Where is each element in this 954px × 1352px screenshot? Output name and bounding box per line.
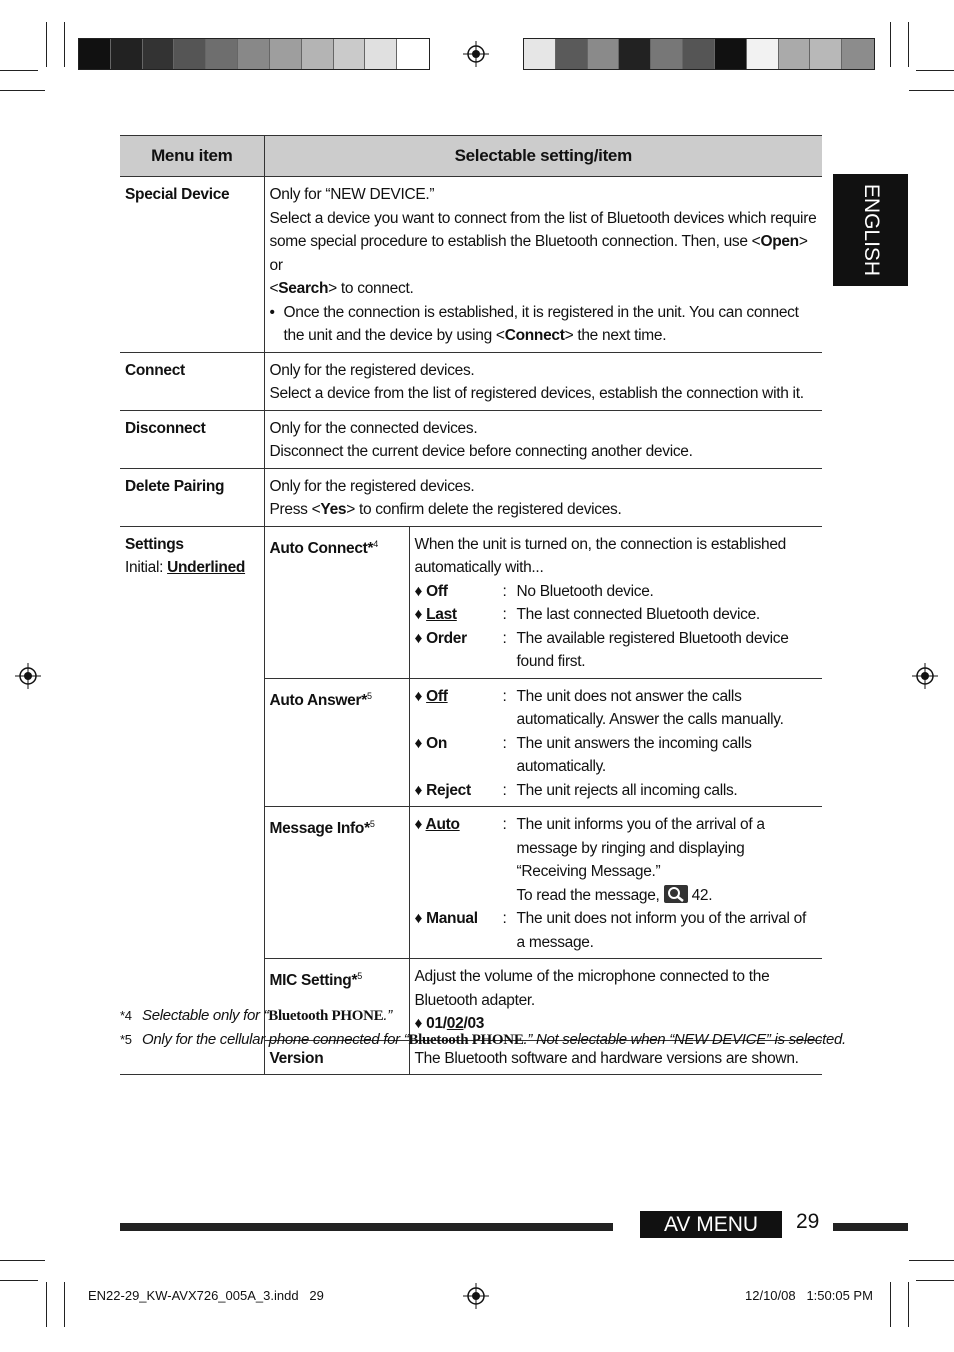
bullet-icon: • xyxy=(269,303,275,321)
table-row xyxy=(120,177,822,353)
footnote-5 xyxy=(120,1031,846,1049)
color-swatch xyxy=(715,39,747,69)
option-desc: The available registered Bluetooth device found first. xyxy=(516,629,789,670)
text: Only for the cellular phone connected for “ xyxy=(142,1031,409,1048)
footnote-mark: *5 xyxy=(120,1032,132,1047)
text-line: Adjust the volume of the microphone connected to the Bluetooth adapter. xyxy=(414,968,770,1009)
text-line: Select a device from the list of registered devices, establish the connection with it. xyxy=(269,385,804,402)
page-number: 29 xyxy=(796,1210,820,1233)
text: some special procedure to establish the Bluetooth connection. Then, use < xyxy=(269,233,761,250)
crop-mark xyxy=(909,90,954,91)
option-desc: The unit answers the incoming calls automatically. xyxy=(516,734,752,775)
table-row xyxy=(120,526,822,678)
text-line: Only for the connected devices. xyxy=(269,419,478,437)
color-swatch xyxy=(270,39,302,69)
text-line: Only for the registered devices. xyxy=(269,361,475,379)
text: Off xyxy=(426,687,448,705)
option-desc: The last connected Bluetooth device. xyxy=(516,606,760,623)
auto-connect-options xyxy=(409,526,822,678)
special-device-description xyxy=(264,177,822,353)
option-off xyxy=(415,685,503,732)
option-desc xyxy=(517,813,818,907)
color-swatch xyxy=(397,39,429,69)
header-selectable-setting: Selectable setting/item xyxy=(264,136,822,177)
crop-mark xyxy=(0,70,38,71)
mic-setting-options xyxy=(409,959,822,1041)
bluetooth-settings-table xyxy=(120,135,822,1075)
setting-auto-connect xyxy=(264,526,409,678)
page-reference: 42. xyxy=(691,886,713,904)
text: Initial: xyxy=(125,559,168,576)
auto-answer-options xyxy=(409,678,822,807)
crop-mark xyxy=(916,1280,954,1281)
menu-item-special-device: Special Device xyxy=(120,177,264,353)
crop-mark xyxy=(908,22,909,67)
color-swatch xyxy=(238,39,270,69)
text-line: Select a device you want to connect from the list of Bluetooth devices which require xyxy=(269,209,817,227)
connect-description xyxy=(264,352,822,410)
language-side-tab xyxy=(833,174,908,286)
crop-mark xyxy=(64,1282,65,1327)
color-swatch xyxy=(842,39,874,69)
crop-mark xyxy=(0,90,45,91)
settings-label: Settings xyxy=(125,535,184,553)
footnote-mark: 5 xyxy=(366,690,372,701)
text: Message Info* xyxy=(269,820,370,838)
magnifier-icon xyxy=(664,885,688,903)
text: To read the message, xyxy=(516,886,660,904)
setting-mic xyxy=(264,959,409,1041)
option-list: ♦ Off : No Bluetooth device. ♦ Last : The last connected Bluetooth device. ♦ Order : The available registered Bluetooth device found first. xyxy=(415,580,818,674)
option-desc: The unit does not answer the calls automatically. Answer the calls manually. xyxy=(516,687,784,728)
text: > the next time. xyxy=(564,327,667,344)
crop-mark xyxy=(908,1282,909,1327)
language-label: ENGLISH xyxy=(859,183,883,277)
registration-mark-icon xyxy=(463,41,489,67)
setting-auto-answer xyxy=(264,678,409,807)
text: > or xyxy=(269,233,808,274)
text-line: Only for “NEW DEVICE.” xyxy=(269,186,435,203)
table-row xyxy=(120,352,822,410)
search-option: Search xyxy=(278,280,329,297)
option-off: ♦ Off xyxy=(415,580,503,604)
registration-mark-icon xyxy=(463,1283,489,1309)
option-on: ♦ On xyxy=(415,732,503,779)
color-swatch xyxy=(810,39,842,69)
option-last xyxy=(415,603,503,627)
crop-mark xyxy=(890,1282,891,1327)
text-line: When the unit is turned on, the connection is established automatically with... xyxy=(414,535,787,576)
crop-mark xyxy=(0,1260,45,1261)
option-list: ♦ Off : The unit does not answer the calls automatically. Answer the calls manually. ♦ On : The unit answers the incoming calls automatically. ♦ Reject : The unit rejects all incoming calls. xyxy=(415,685,818,803)
text-line: Only for the registered devices. xyxy=(269,477,475,495)
crop-mark xyxy=(46,1282,47,1327)
color-swatch xyxy=(588,39,620,69)
footnote-mark: 5 xyxy=(369,819,375,829)
menu-item-settings xyxy=(120,526,264,1075)
text: Last xyxy=(426,606,457,623)
option-desc: No Bluetooth device. xyxy=(516,582,654,600)
text: < xyxy=(269,280,279,297)
color-swatch xyxy=(747,39,779,69)
text: The unit informs you of the arrival of a message by ringing and displaying “Receiving Message.” xyxy=(516,816,765,880)
color-swatch xyxy=(556,39,588,69)
footnote-mark: *4 xyxy=(120,1008,132,1023)
setting-version: Version xyxy=(264,1040,409,1075)
color-swatch xyxy=(651,39,683,69)
mic-level-02: 02 xyxy=(446,1015,464,1032)
registration-mark-icon xyxy=(15,663,41,689)
color-calibration-bar-right xyxy=(523,38,875,70)
text: Bluetooth PHONE xyxy=(408,1032,524,1048)
separator: / xyxy=(463,1015,468,1032)
yes-option: Yes xyxy=(320,501,347,518)
crop-mark xyxy=(890,22,891,67)
menu-item-delete-pairing: Delete Pairing xyxy=(120,468,264,526)
text-line xyxy=(270,498,818,522)
text: MIC Setting* xyxy=(269,972,358,990)
color-swatch xyxy=(619,39,651,69)
table-header xyxy=(120,136,822,177)
option-desc: The unit does not inform you of the arrival of a message. xyxy=(516,910,806,951)
mic-level-03: 03 xyxy=(467,1015,485,1032)
crop-mark xyxy=(909,1260,954,1261)
menu-item-disconnect: Disconnect xyxy=(120,410,264,468)
table-row xyxy=(120,410,822,468)
color-swatch xyxy=(143,39,175,69)
registration-mark-icon xyxy=(912,663,938,689)
footnote-mark: 5 xyxy=(357,971,362,981)
menu-item-connect: Connect xyxy=(120,352,264,410)
option-auto xyxy=(415,813,503,907)
option-list: ♦ Auto : The unit informs you of the arrival of a message by ringing and displaying “Receiving Message.” To read the message, 42. ♦ Manual : The unit does not inform you of the arrival of a message. xyxy=(415,813,818,954)
text: Bluetooth PHONE xyxy=(268,1008,384,1024)
version-description: The Bluetooth software and hardware versions are shown. xyxy=(409,1040,822,1075)
footer-rule-left xyxy=(120,1223,613,1231)
text: Auto xyxy=(425,816,460,833)
section-label-box xyxy=(640,1211,782,1238)
text: Auto Answer* xyxy=(269,691,367,709)
color-swatch xyxy=(365,39,397,69)
text: Once the connection is established, it is registered in the unit. You can connect the unit and the device by using < xyxy=(283,303,799,344)
text: > to confirm delete the registered devices. xyxy=(346,501,622,518)
separator: / xyxy=(442,1015,447,1032)
mic-level-values: ♦ 01/02/03 xyxy=(414,1015,485,1032)
header-menu-item: Menu item xyxy=(120,136,264,177)
table-row xyxy=(120,468,822,526)
color-swatch xyxy=(779,39,811,69)
message-info-options xyxy=(409,807,822,959)
connect-option: Connect xyxy=(504,327,565,344)
text-line xyxy=(270,277,818,301)
color-swatch xyxy=(302,39,334,69)
text-line: Disconnect the current device before connecting another device. xyxy=(269,443,693,460)
print-slug-date: 12/10/08 1:50:05 PM xyxy=(745,1288,873,1303)
option-order: ♦ Order xyxy=(415,627,503,674)
bullet-note xyxy=(270,301,818,348)
crop-mark xyxy=(916,70,954,71)
color-calibration-bar-left xyxy=(78,38,430,70)
option-reject: ♦ Reject xyxy=(415,779,503,803)
color-swatch xyxy=(111,39,143,69)
footer-rule-right xyxy=(833,1223,908,1231)
text: .” Not selectable when “NEW DEVICE” is selected. xyxy=(523,1031,846,1048)
option-desc: The unit rejects all incoming calls. xyxy=(516,781,738,799)
footnote-4 xyxy=(120,1007,392,1025)
print-slug-file: EN22-29_KW-AVX726_005A_3.indd 29 xyxy=(88,1288,324,1303)
text: Press < xyxy=(269,501,321,518)
mic-level-01: 01 xyxy=(426,1015,443,1032)
option-manual: ♦ Manual xyxy=(415,907,503,954)
footnote-mark: 4 xyxy=(373,538,378,549)
delete-pairing-description xyxy=(264,468,822,526)
crop-mark xyxy=(46,22,47,67)
color-swatch xyxy=(683,39,715,69)
section-label: AV MENU xyxy=(663,1213,759,1236)
initial-note xyxy=(125,556,259,580)
text-line xyxy=(270,230,818,277)
color-swatch xyxy=(79,39,111,69)
disconnect-description xyxy=(264,410,822,468)
text: .” xyxy=(383,1007,392,1024)
open-option: Open xyxy=(760,233,799,250)
crop-mark xyxy=(0,1280,38,1281)
color-swatch xyxy=(206,39,238,69)
crop-mark xyxy=(64,22,65,67)
initial-underlined-label: Underlined xyxy=(167,559,246,576)
setting-message-info xyxy=(264,807,409,959)
color-swatch xyxy=(524,39,556,69)
color-swatch xyxy=(174,39,206,69)
text: Selectable only for “ xyxy=(142,1007,269,1024)
text: Auto Connect* xyxy=(269,539,374,557)
text: > to connect. xyxy=(328,280,414,297)
color-swatch xyxy=(334,39,366,69)
